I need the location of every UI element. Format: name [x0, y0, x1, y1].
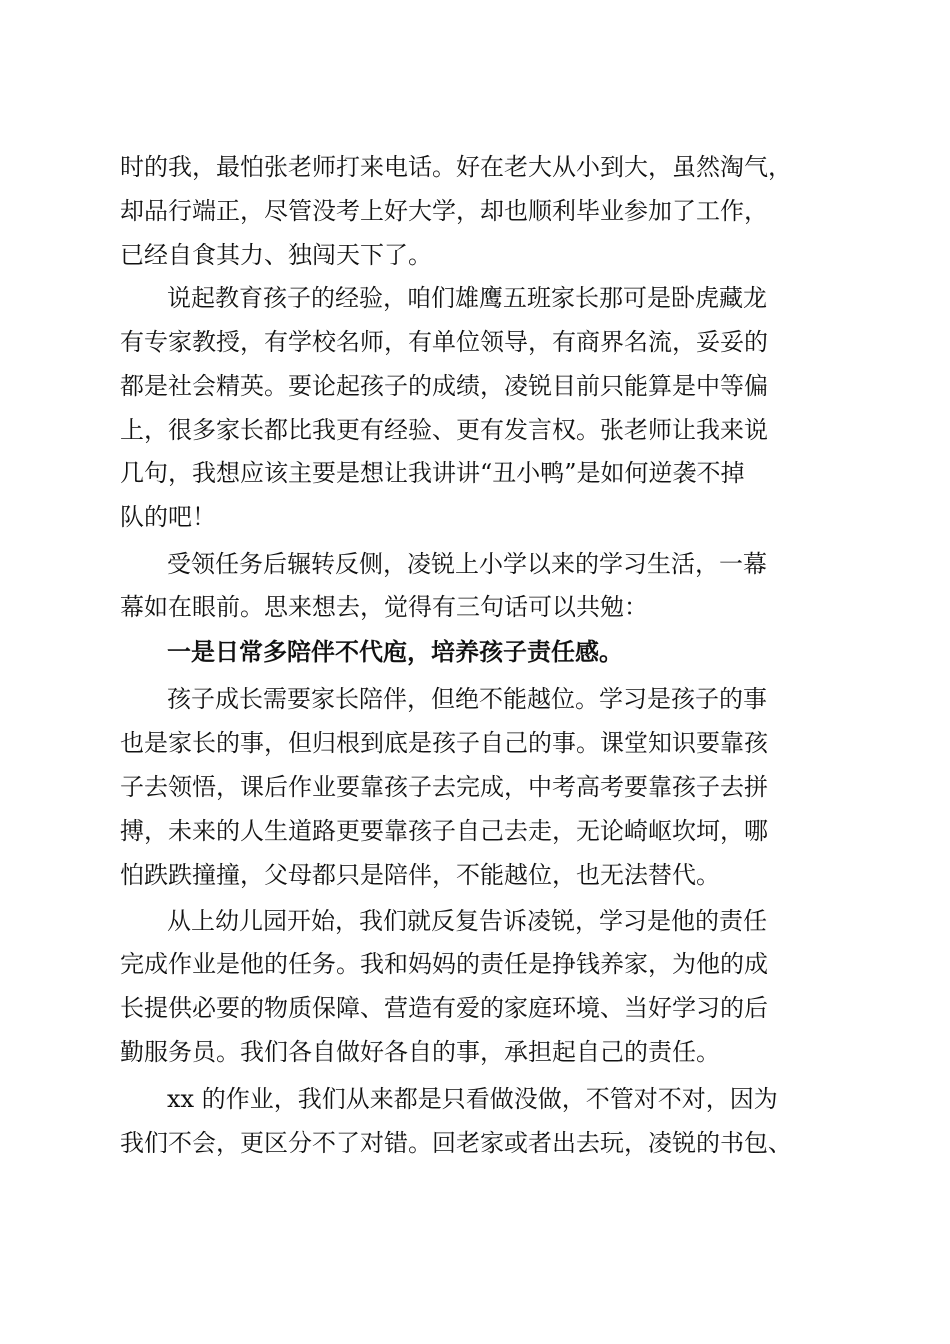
text-line-content: 也是家长的事，但归根到底是孩子自己的事。课堂知识要靠孩	[120, 729, 768, 757]
text-line	[0, 1030, 950, 1074]
text-line	[0, 451, 950, 495]
text-line	[0, 320, 950, 364]
text-line	[0, 765, 950, 809]
text-line-content: 队的吧！	[120, 503, 216, 531]
text-line-content: 说起教育孩子的经验，咱们雄鹰五班家长那可是卧虎藏龙	[167, 284, 767, 312]
text-line	[0, 809, 950, 853]
text-line	[0, 1077, 950, 1121]
text-line	[0, 1121, 950, 1165]
text-line	[0, 677, 950, 721]
text-line-content: 却品行端正，尽管没考上好大学，却也顺利毕业参加了工作，	[120, 197, 768, 225]
text-line-content: 从上幼儿园开始，我们就反复告诉凌锐，学习是他的责任	[167, 907, 767, 935]
text-line-content: xx 的作业，我们从来都是只看做没做，不管对不对，因为	[167, 1085, 778, 1113]
text-line	[0, 899, 950, 943]
text-line	[0, 853, 950, 897]
text-line-content: 受领任务后辗转反侧，凌锐上小学以来的学习生活，一幕	[167, 550, 767, 578]
text-line-content: 子去领悟，课后作业要靠孩子去完成，中考高考要靠孩子去拼	[120, 773, 768, 801]
text-line-content: 我们不会，更区分不了对错。回老家或者出去玩，凌锐的书包、	[120, 1129, 792, 1157]
text-line	[0, 986, 950, 1030]
text-line-content: 有专家教授，有学校名师，有单位领导，有商界名流，妥妥的	[120, 328, 768, 356]
text-line-content: 孩子成长需要家长陪伴，但绝不能越位。学习是孩子的事	[167, 685, 767, 713]
text-line	[0, 585, 950, 629]
text-line-content: 搏，未来的人生道路更要靠孩子自己去走，无论崎岖坎坷，哪	[120, 817, 768, 845]
text-line-content: 都是社会精英。要论起孩子的成绩，凌锐目前只能算是中等偏	[120, 372, 768, 400]
text-line-content: 时的我，最怕张老师打来电话。好在老大从小到大，虽然淘气，	[120, 153, 792, 181]
text-line-content: 幕如在眼前。思来想去，觉得有三句话可以共勉：	[120, 593, 648, 621]
text-line	[0, 189, 950, 233]
text-line-content: 勤服务员。我们各自做好各自的事，承担起自己的责任。	[120, 1038, 720, 1066]
text-line-content: 上，很多家长都比我更有经验、更有发言权。张老师让我来说	[120, 416, 768, 444]
text-line	[0, 145, 950, 189]
text-line-content: 已经自食其力、独闯天下了。	[120, 241, 432, 269]
text-line	[0, 408, 950, 452]
section-heading	[0, 630, 950, 674]
text-line-content: 完成作业是他的任务。我和妈妈的责任是挣钱养家，为他的成	[120, 950, 768, 978]
section-heading-text: 一是日常多陪伴不代庖，培养孩子责任感。	[167, 637, 623, 666]
text-line	[0, 276, 950, 320]
text-line	[0, 721, 950, 765]
text-line	[0, 542, 950, 586]
text-line	[0, 364, 950, 408]
text-line-content: 几句，我想应该主要是想让我讲讲“丑小鸭”是如何逆袭不掉	[120, 459, 745, 487]
text-line-content: 长提供必要的物质保障、营造有爱的家庭环境、当好学习的后	[120, 994, 768, 1022]
text-line-content: 怕跌跌撞撞，父母都只是陪伴，不能越位，也无法替代。	[120, 861, 720, 889]
text-line	[0, 942, 950, 986]
text-line	[0, 495, 950, 539]
text-line	[0, 233, 950, 277]
